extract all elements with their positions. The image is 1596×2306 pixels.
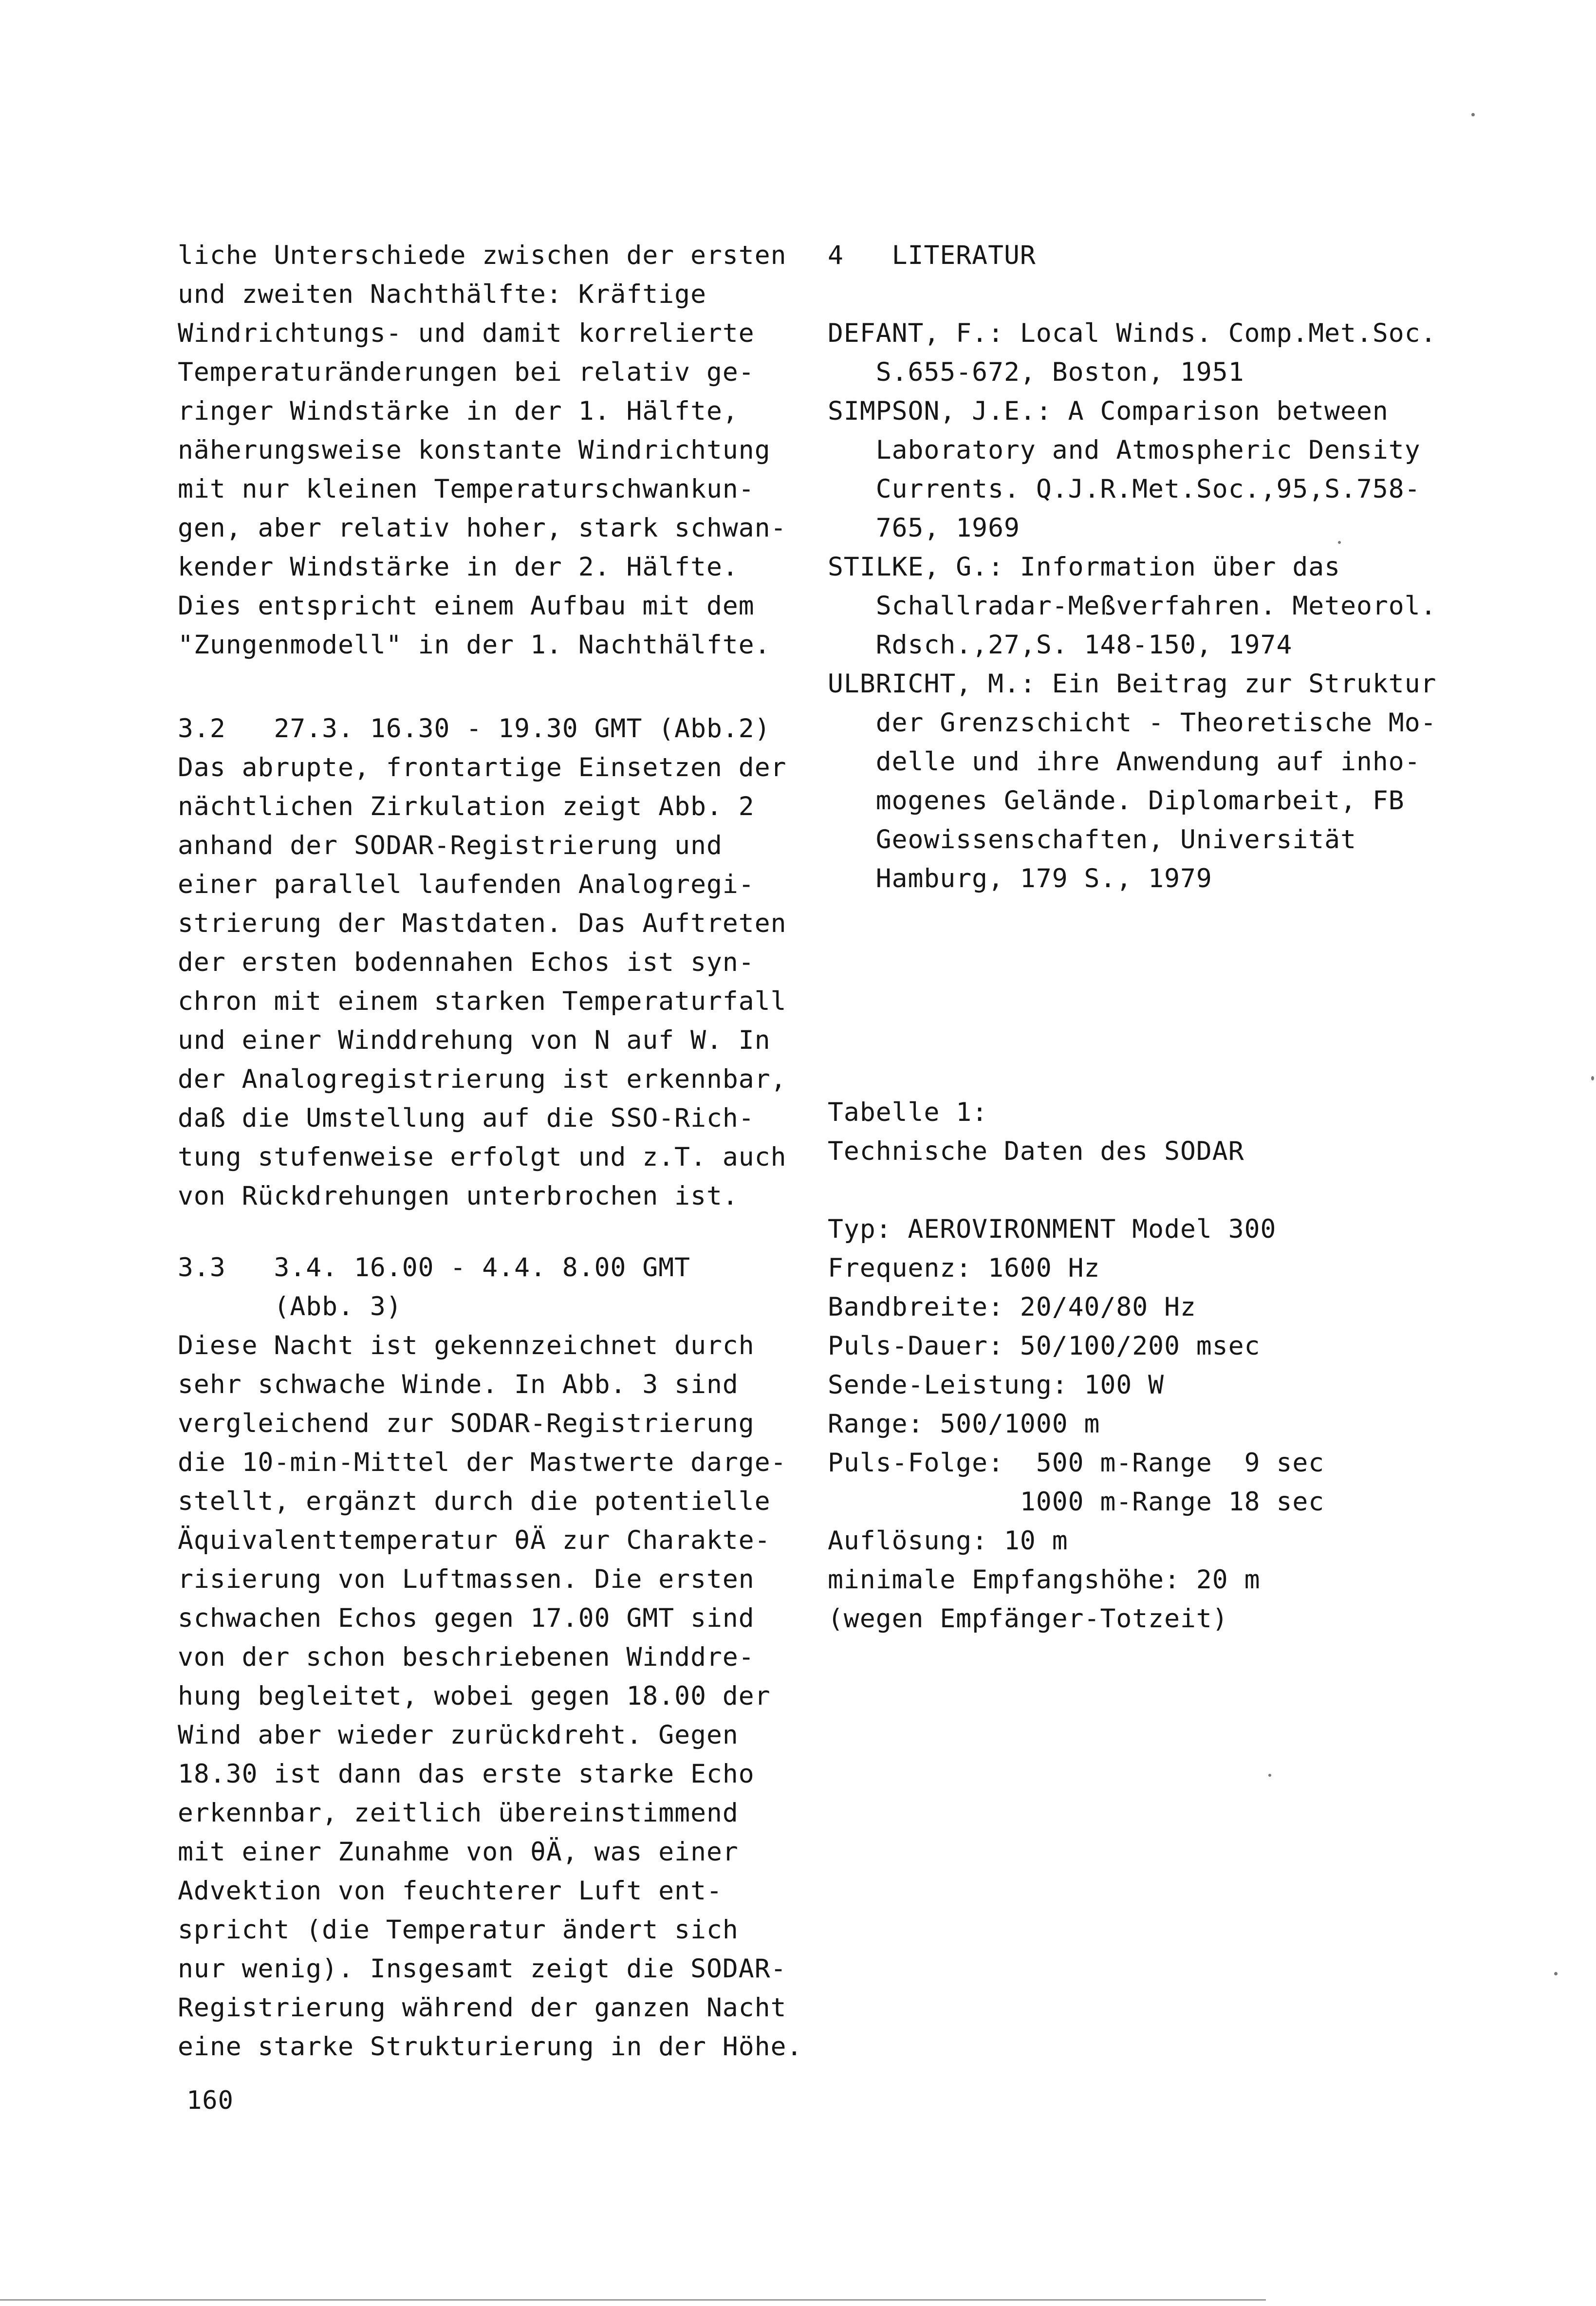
text-line: mit einer Zunahme von θÄ, was einer xyxy=(178,1837,739,1867)
caption-line: Tabelle 1: xyxy=(828,1097,988,1127)
text-line: Dies entspricht einem Aufbau mit dem xyxy=(178,591,755,621)
table-line: (wegen Empfänger-Totzeit) xyxy=(828,1604,1228,1634)
text-line: spricht (die Temperatur ändert sich xyxy=(178,1915,739,1945)
section-heading-literatur: 4 LITERATUR xyxy=(828,241,1036,270)
text-line: Windrichtungs- und damit korrelierte xyxy=(178,318,755,348)
table-line: Typ: AEROVIRONMENT Model 300 xyxy=(828,1214,1277,1244)
text-line: Wind aber wieder zurückdreht. Gegen xyxy=(178,1720,739,1750)
text-line: hung begleitet, wobei gegen 18.00 der xyxy=(178,1681,771,1711)
text-line: Äquivalenttemperatur θÄ zur Charakte- xyxy=(178,1525,771,1555)
text-line: ringer Windstärke in der 1. Hälfte, xyxy=(178,396,739,426)
reference-line: mogenes Gelände. Diplomarbeit, FB xyxy=(828,786,1405,816)
text-line: nächtlichen Zirkulation zeigt Abb. 2 xyxy=(178,792,755,821)
text-line: chron mit einem starken Temperaturfall xyxy=(178,986,787,1016)
text-line: Registrierung während der ganzen Nacht xyxy=(178,1993,787,2023)
text-line: mit nur kleinen Temperaturschwankun- xyxy=(178,474,755,504)
text-line: kender Windstärke in der 2. Hälfte. xyxy=(178,552,739,582)
text-line: Temperaturänderungen bei relativ ge- xyxy=(178,357,755,387)
reference-line: Currents. Q.J.R.Met.Soc.,95,S.758- xyxy=(828,474,1421,504)
reference-line: Geowissenschaften, Universität xyxy=(828,825,1356,855)
text-line: einer parallel laufenden Analogregi- xyxy=(178,870,755,899)
text-line: und einer Winddrehung von N auf W. In xyxy=(178,1025,771,1055)
scan-speck xyxy=(1471,113,1475,116)
text-line: und zweiten Nachthälfte: Kräftige xyxy=(178,279,706,309)
text-line: erkennbar, zeitlich übereinstimmend xyxy=(178,1798,739,1828)
text-line: gen, aber relativ hoher, stark schwan- xyxy=(178,513,787,543)
text-line: risierung von Luftmassen. Die ersten xyxy=(178,1564,755,1594)
text-line: von der schon beschriebenen Winddre- xyxy=(178,1642,755,1672)
section-heading: (Abb. 3) xyxy=(178,1292,402,1321)
text-line: liche Unterschiede zwischen der ersten xyxy=(178,241,787,270)
reference-line: der Grenzschicht - Theoretische Mo- xyxy=(828,708,1437,738)
table-line: Puls-Folge: 500 m-Range 9 sec xyxy=(828,1448,1325,1478)
text-line: stellt, ergänzt durch die potentielle xyxy=(178,1487,771,1516)
text-line: von Rückdrehungen unterbrochen ist. xyxy=(178,1181,739,1211)
text-line: nur wenig). Insgesamt zeigt die SODAR- xyxy=(178,1954,787,1984)
reference-line: ULBRICHT, M.: Ein Beitrag zur Struktur xyxy=(828,669,1437,699)
text-line: anhand der SODAR-Registrierung und xyxy=(178,831,723,860)
reference-line: Hamburg, 179 S., 1979 xyxy=(828,864,1212,893)
text-line: schwachen Echos gegen 17.00 GMT sind xyxy=(178,1603,755,1633)
scan-speck xyxy=(1268,1774,1271,1777)
scan-speck xyxy=(1591,1076,1594,1080)
reference-line: SIMPSON, J.E.: A Comparison between xyxy=(828,396,1389,426)
text-line: daß die Umstellung auf die SSO-Rich- xyxy=(178,1103,755,1133)
reference-line: STILKE, G.: Information über das xyxy=(828,552,1341,582)
reference-line: Rdsch.,27,S. 148-150, 1974 xyxy=(828,630,1293,660)
section-heading: 3.3 3.4. 16.00 - 4.4. 8.00 GMT xyxy=(178,1253,691,1283)
table-line: Auflösung: 10 m xyxy=(828,1526,1068,1556)
reference-line: DEFANT, F.: Local Winds. Comp.Met.Soc. xyxy=(828,318,1437,348)
table-line: minimale Empfangshöhe: 20 m xyxy=(828,1565,1261,1595)
text-line: die 10-min-Mittel der Mastwerte darge- xyxy=(178,1448,787,1477)
table-line: Range: 500/1000 m xyxy=(828,1409,1100,1439)
scan-speck xyxy=(1338,541,1341,544)
scan-speck xyxy=(1554,1972,1558,1975)
text-line: vergleichend zur SODAR-Registrierung xyxy=(178,1409,755,1438)
text-line: "Zungenmodell" in der 1. Nachthälfte. xyxy=(178,630,771,660)
text-line: der ersten bodennahen Echos ist syn- xyxy=(178,948,755,977)
text-line: strierung der Mastdaten. Das Auftreten xyxy=(178,909,787,938)
caption-line: Technische Daten des SODAR xyxy=(828,1136,1244,1166)
reference-line: S.655-672, Boston, 1951 xyxy=(828,357,1244,387)
table-line: Bandbreite: 20/40/80 Hz xyxy=(828,1292,1196,1322)
reference-line: delle und ihre Anwendung auf inho- xyxy=(828,747,1421,777)
text-line: Das abrupte, frontartige Einsetzen der xyxy=(178,753,787,782)
table-line: Puls-Dauer: 50/100/200 msec xyxy=(828,1331,1261,1361)
table-line: Frequenz: 1600 Hz xyxy=(828,1253,1100,1283)
text-line: 18.30 ist dann das erste starke Echo xyxy=(178,1759,755,1789)
reference-line: Schallradar-Meßverfahren. Meteorol. xyxy=(828,591,1437,621)
page-number: 160 xyxy=(186,2086,234,2115)
reference-line: Laboratory and Atmospheric Density xyxy=(828,435,1421,465)
table-line: 1000 m-Range 18 sec xyxy=(828,1487,1325,1517)
scan-edge-line xyxy=(0,2299,1266,2301)
text-line: tung stufenweise erfolgt und z.T. auch xyxy=(178,1142,787,1172)
reference-line: 765, 1969 xyxy=(828,513,1020,543)
text-line: Advektion von feuchterer Luft ent- xyxy=(178,1876,723,1906)
text-line: der Analogregistrierung ist erkennbar, xyxy=(178,1064,787,1094)
text-line: näherungsweise konstante Windrichtung xyxy=(178,435,771,465)
table-line: Sende-Leistung: 100 W xyxy=(828,1370,1165,1400)
section-heading: 3.2 27.3. 16.30 - 19.30 GMT (Abb.2) xyxy=(178,714,771,744)
text-line: eine starke Strukturierung in der Höhe. xyxy=(178,2032,803,2062)
text-line: sehr schwache Winde. In Abb. 3 sind xyxy=(178,1370,739,1399)
text-line: Diese Nacht ist gekennzeichnet durch xyxy=(178,1331,755,1360)
